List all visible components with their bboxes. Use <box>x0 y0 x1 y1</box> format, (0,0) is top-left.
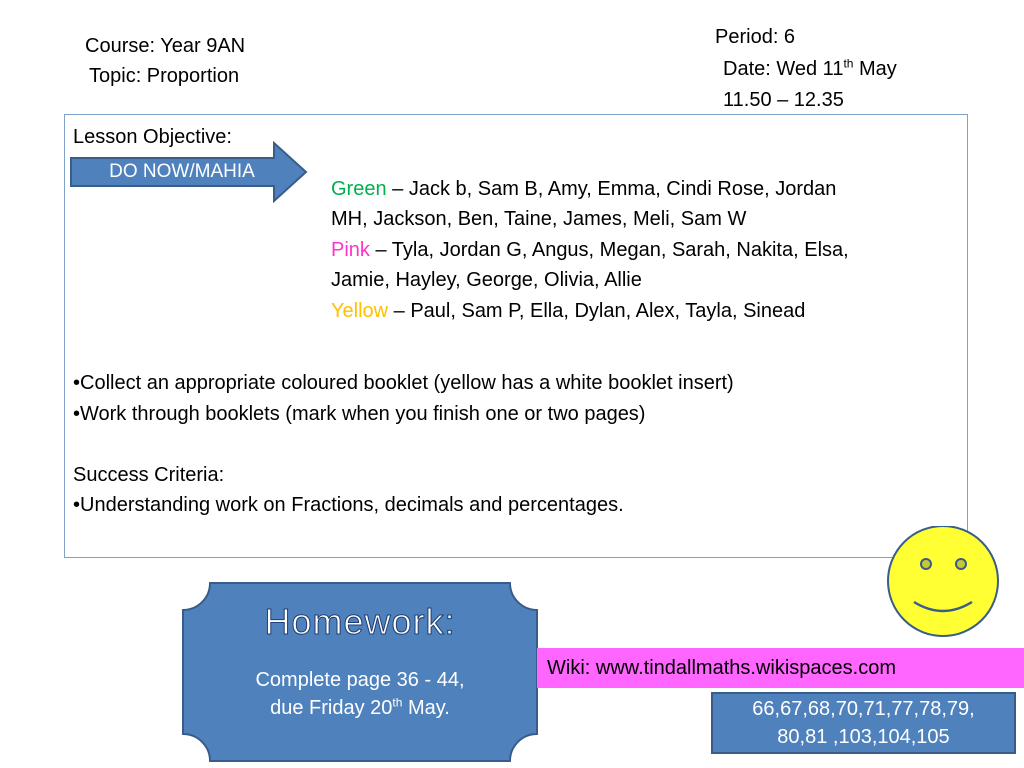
do-now-label: DO NOW/MAHIA <box>109 161 255 182</box>
bullet-collect-booklet: •Collect an appropriate coloured booklet (yellow has a white booklet insert) <box>73 372 734 394</box>
pages-line-1: 66,67,68,70,71,77,78,79, <box>752 698 975 720</box>
group-yellow-names-1: – Paul, Sam P, Ella, Dylan, Alex, Tayla, Sinead <box>388 300 806 322</box>
homework-line-2-sup: th <box>392 695 403 710</box>
smiley-face-icon <box>884 526 1004 640</box>
group-green-names-2: MH, Jackson, Ben, Taine, James, Meli, Sam W <box>331 208 747 230</box>
homework-line-2-prefix: due Friday 20 <box>270 697 393 719</box>
success-criteria-bullet: •Understanding work on Fractions, decimals and percentages. <box>73 494 624 516</box>
group-pink <box>331 235 951 295</box>
pages-line-2: 80,81 ,103,104,105 <box>777 726 950 748</box>
group-yellow <box>331 296 951 326</box>
homework-text <box>182 666 538 722</box>
group-green-color: Green <box>331 178 387 200</box>
group-pink-color: Pink <box>331 239 370 261</box>
homework-pages-box <box>711 692 1016 754</box>
topic-label: Topic: Proportion <box>89 65 240 87</box>
group-green-names-1: – Jack b, Sam B, Amy, Emma, Cindi Rose, Jordan <box>386 178 837 200</box>
homework-title: Homework: <box>264 601 456 642</box>
homework-line-1: Complete page 36 - 44, <box>255 669 465 691</box>
homework-panel <box>182 582 538 762</box>
date-prefix: Date: Wed 11 <box>723 58 844 80</box>
group-green <box>331 174 951 234</box>
group-pink-names-2: Jamie, Hayley, George, Olivia, Allie <box>331 269 642 291</box>
homework-line-2-suffix: May. <box>402 697 450 719</box>
course-label: Course: Year 9AN <box>85 35 246 57</box>
group-pink-names-1: – Tyla, Jordan G, Angus, Megan, Sarah, Nakita, Elsa, <box>369 239 849 261</box>
wiki-link-banner: Wiki: www.tindallmaths.wikispaces.com <box>537 648 1024 688</box>
lesson-objective-heading: Lesson Objective: <box>73 126 232 148</box>
period-label: Period: 6 <box>715 26 796 48</box>
group-yellow-color: Yellow <box>331 300 389 322</box>
date-label <box>723 57 897 81</box>
time-label: 11.50 – 12.35 <box>723 89 844 111</box>
bullet-work-through: •Work through booklets (mark when you finish one or two pages) <box>73 403 646 425</box>
success-criteria-heading: Success Criteria: <box>73 464 225 486</box>
date-sup: th <box>843 56 854 71</box>
date-suffix: May <box>853 58 897 80</box>
